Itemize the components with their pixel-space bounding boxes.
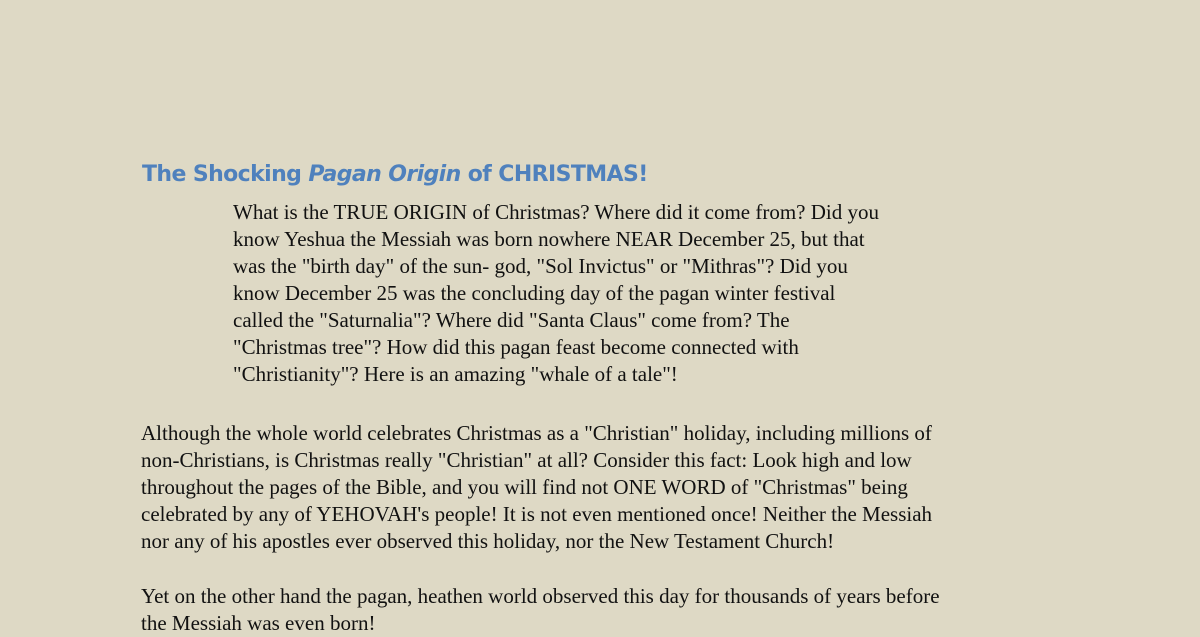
body-line: celebrated by any of YEHOVAH's people! It is not even mentioned once! Neither the Messiah — [141, 502, 933, 526]
body-paragraph-1 — [141, 420, 1061, 555]
article-title — [142, 160, 648, 190]
body-line: non-Christians, is Christmas really "Christian" at all? Consider this fact: Look high and low — [141, 448, 912, 472]
intro-line: know December 25 was the concluding day of the pagan winter festival — [233, 281, 836, 305]
intro-line: "Christmas tree"? How did this pagan feast become connected with — [233, 335, 799, 359]
body-paragraph-2 — [141, 583, 1061, 637]
intro-line: "Christianity"? Here is an amazing "whale of a tale"! — [233, 362, 678, 386]
intro-line: was the "birth day" of the sun- god, "Sol Invictus" or "Mithras"? Did you — [233, 254, 848, 278]
body-line: throughout the pages of the Bible, and you will find not ONE WORD of "Christmas" being — [141, 475, 908, 499]
intro-line: know Yeshua the Messiah was born nowhere NEAR December 25, but that — [233, 227, 865, 251]
title-part-italic: Pagan Origin — [308, 162, 461, 187]
body-line: Yet on the other hand the pagan, heathen world observed this day for thousands of years before — [141, 584, 940, 608]
body-line: Although the whole world celebrates Christmas as a "Christian" holiday, including millions of — [141, 421, 932, 445]
intro-line: called the "Saturnalia"? Where did "Santa Claus" come from? The — [233, 308, 790, 332]
title-part-3: of CHRISTMAS! — [460, 162, 648, 187]
title-part-1: The Shocking — [142, 162, 309, 187]
intro-line: What is the TRUE ORIGIN of Christmas? Where did it come from? Did you — [233, 200, 880, 224]
intro-paragraph — [233, 199, 973, 388]
body-line: nor any of his apostles ever observed this holiday, nor the New Testament Church! — [141, 529, 835, 553]
body-line: the Messiah was even born! — [141, 611, 376, 635]
